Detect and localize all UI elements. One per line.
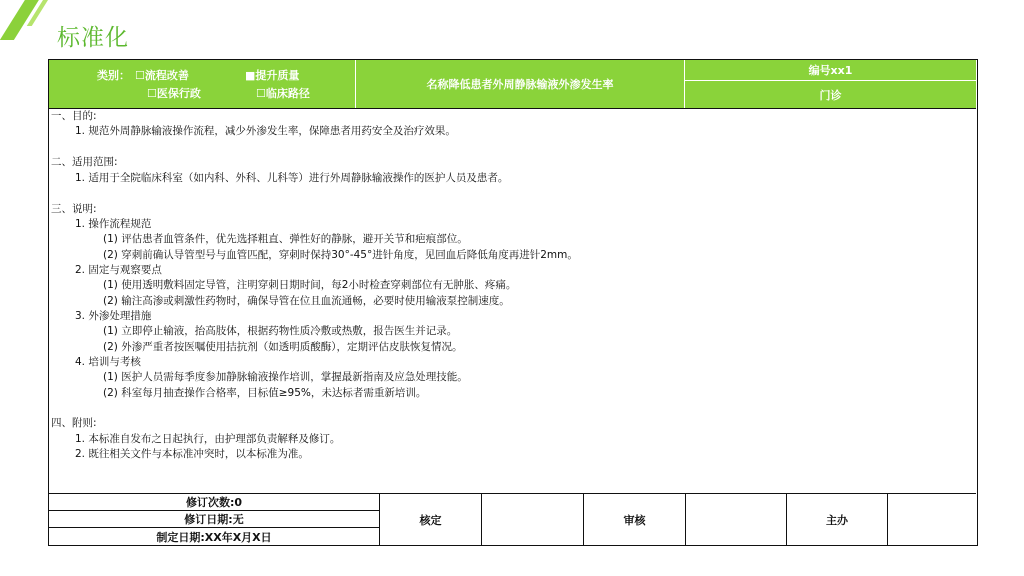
form-body (49, 109, 976, 493)
content-line: 1. 规范外周静脉输液操作流程，减少外渗发生率，保障患者用药安全及治疗效果。 (75, 125, 456, 137)
content-line: 2. 既往相关文件与本标准冲突时，以本标准为准。 (75, 448, 309, 460)
category-option-process[interactable]: ☐流程改善 (135, 69, 189, 82)
section-heading-purpose: 一、目的: (51, 110, 97, 122)
category-option-quality[interactable]: ■提升质量 (245, 69, 300, 82)
name-cell (356, 60, 685, 108)
section-heading-description: 三、说明: (51, 203, 97, 215)
host-label: 主办 (787, 494, 888, 546)
subsection-heading: 1. 操作流程规范 (75, 218, 152, 230)
host-signature (888, 494, 976, 546)
audit-signature (686, 494, 787, 546)
standard-name: 名称降低患者外周静脉输液外渗发生率 (426, 78, 614, 91)
category-cell (49, 60, 356, 108)
checkbox-checked-icon: ■ (245, 69, 256, 82)
subsection-heading: 3. 外渗处理措施 (75, 310, 152, 322)
content-line: (1) 医护人员需每季度参加静脉输液操作培训，掌握最新指南及应急处理技能。 (103, 371, 468, 383)
category-option-insurance[interactable]: ☐医保行政 (147, 87, 201, 100)
section-heading-appendix: 四、附则: (51, 417, 97, 429)
review-signature (482, 494, 584, 546)
section-heading-scope: 二、适用范围: (51, 156, 118, 168)
revision-count: 修订次数:0 (49, 494, 379, 511)
content-line: (2) 输注高渗或刺激性药物时，确保导管在位且血流通畅，必要时使用输液泵控制速度。 (103, 295, 510, 307)
form-footer (49, 493, 976, 546)
checkbox-unchecked-icon: ☐ (135, 69, 145, 82)
revision-date: 修订日期:无 (49, 511, 379, 528)
audit-label: 审核 (584, 494, 686, 546)
category-option-pathway[interactable]: ☐临床路径 (256, 87, 310, 100)
code-cell (685, 60, 976, 108)
content-line: 1. 本标准自发布之日起执行，由护理部负责解释及修订。 (75, 433, 341, 445)
created-date: 制定日期:XX年X月X日 (156, 531, 272, 544)
subsection-heading: 4. 培训与考核 (75, 356, 141, 368)
checkbox-unchecked-icon: ☐ (256, 87, 266, 100)
review-label: 核定 (380, 494, 482, 546)
category-label: 类别： (97, 69, 130, 82)
page-title: 标准化 (57, 25, 129, 51)
standard-code: 编号xx1 (808, 64, 853, 77)
content-line: (1) 立即停止输液，抬高肢体，根据药物性质冷敷或热敷，报告医生并记录。 (103, 325, 458, 337)
department: 门诊 (819, 88, 842, 102)
content-line: (2) 穿刺前确认导管型号与血管匹配，穿刺时保持30°-45°进针角度，见回血后降低角度再进针2mm。 (103, 249, 578, 261)
content-line: (2) 科室每月抽查操作合格率，目标值≥95%，未达标者需重新培训。 (103, 387, 427, 399)
content-line: (1) 评估患者血管条件，优先选择粗直、弹性好的静脉，避开关节和疤痕部位。 (103, 233, 468, 245)
checkbox-unchecked-icon: ☐ (147, 87, 157, 100)
form-header (49, 60, 976, 109)
content-line: 1. 适用于全院临床科室（如内科、外科、儿科等）进行外周静脉输液操作的医护人员及患者。 (75, 172, 509, 184)
subsection-heading: 2. 固定与观察要点 (75, 264, 162, 276)
content-line: (1) 使用透明敷料固定导管，注明穿刺日期时间，每2小时检查穿刺部位有无肿胀、疼痛。 (103, 279, 517, 291)
revision-info (49, 494, 380, 546)
standard-form (48, 59, 978, 546)
content-line: (2) 外渗严重者按医嘱使用拮抗剂（如透明质酸酶），定期评估皮肤恢复情况。 (103, 341, 463, 353)
